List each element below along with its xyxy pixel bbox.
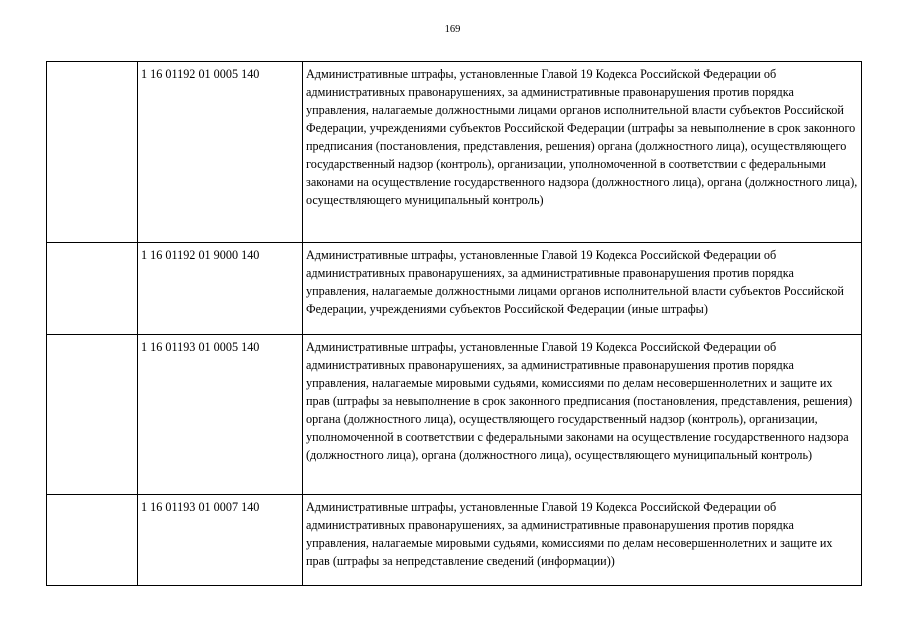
budget-classification-table	[46, 61, 862, 586]
budget-code-cell: 1 16 01192 01 0005 140	[138, 62, 303, 243]
description-cell: Административные штрафы, установленные Главой 19 Кодекса Российской Федерации об административных правонарушениях, за административные правонарушения против порядка управления, налагаемые мировыми судьями, комиссиями по делам несовершеннолетних и защите их прав (штрафы за непредставление сведений (информации))	[303, 495, 862, 586]
admin-code-cell	[47, 335, 138, 495]
budget-code-cell: 1 16 01193 01 0007 140	[138, 495, 303, 586]
page-number: 169	[444, 24, 461, 35]
table-row	[47, 495, 862, 586]
budget-code-cell: 1 16 01192 01 9000 140	[138, 243, 303, 335]
table-row	[47, 243, 862, 335]
budget-code-cell: 1 16 01193 01 0005 140	[138, 335, 303, 495]
admin-code-cell	[47, 62, 138, 243]
table-row	[47, 62, 862, 243]
description-cell: Административные штрафы, установленные Главой 19 Кодекса Российской Федерации об административных правонарушениях, за административные правонарушения против порядка управления, налагаемые мировыми судьями, комиссиями по делам несовершеннолетних и защите их прав (штрафы за невыполнение в срок законного предписания (постановления, представления, решения) органа (должностного лица), осуществляющего государственный надзор (контроль), организации, уполномоченной в соответствии с федеральными законами на осуществление государственного надзора (должностного лица), органа (должностного лица), осуществляющего муниципальный контроль)	[303, 335, 862, 495]
admin-code-cell	[47, 243, 138, 335]
description-cell: Административные штрафы, установленные Главой 19 Кодекса Российской Федерации об административных правонарушениях, за административные правонарушения против порядка управления, налагаемые должностными лицами органов исполнительной власти субъектов Российской Федерации, учреждениями субъектов Российской Федерации (штрафы за невыполнение в срок законного предписания (постановления, представления, решения) органа (должностного лица), осуществляющего государственный надзор (контроль), организации, уполномоченной в соответствии с федеральными законами на осуществление государственного надзора (должностного лица), органа (должностного лица), осуществляющего муниципальный контроль)	[303, 62, 862, 243]
description-cell: Административные штрафы, установленные Главой 19 Кодекса Российской Федерации об административных правонарушениях, за административные правонарушения против порядка управления, налагаемые должностными лицами органов исполнительной власти субъектов Российской Федерации, учреждениями субъектов Российской Федерации (иные штрафы)	[303, 243, 862, 335]
table-row	[47, 335, 862, 495]
admin-code-cell	[47, 495, 138, 586]
